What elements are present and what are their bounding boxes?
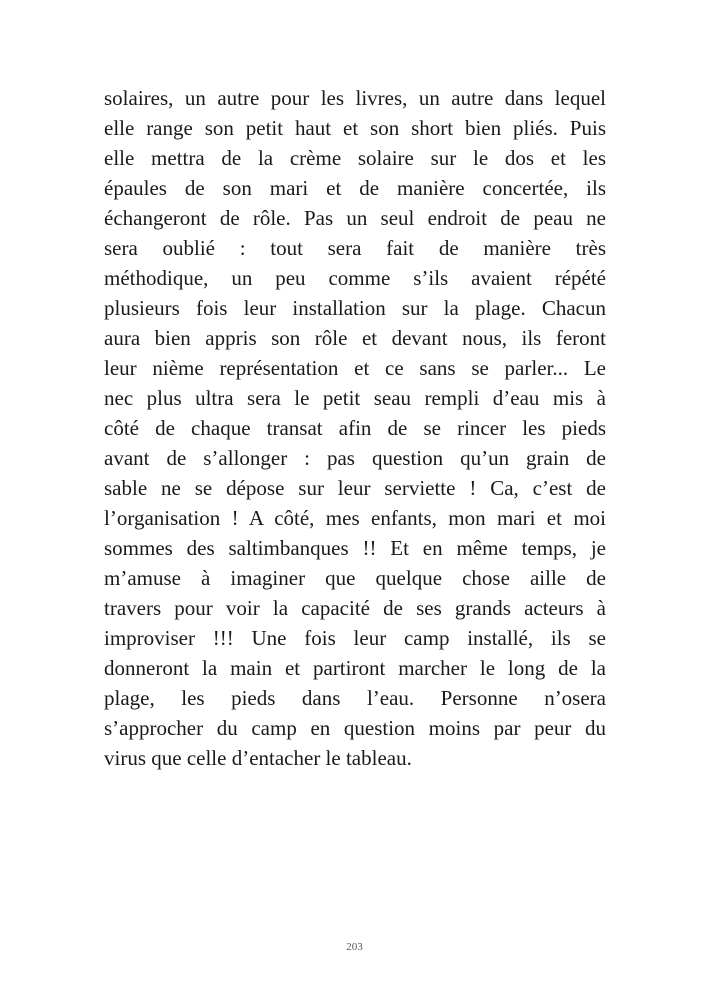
text-line: échangeront de rôle. Pas un seul endroit de peau ne <box>104 206 606 230</box>
page-number: 203 <box>346 941 363 953</box>
text-line: leur nième représentation et ce sans se parler... Le <box>104 356 606 380</box>
text-line: l’organisation ! A côté, mes enfants, mon mari et moi <box>104 506 606 530</box>
text-line: épaules de son mari et de manière concertée, ils <box>104 176 606 200</box>
text-line: sable ne se dépose sur leur serviette ! Ca, c’est de <box>104 476 606 500</box>
text-line: improviser !!! Une fois leur camp installé, ils se <box>104 626 606 650</box>
text-line: solaires, un autre pour les livres, un autre dans lequel <box>104 86 606 110</box>
text-line: avant de s’allonger : pas question qu’un grain de <box>104 446 606 470</box>
text-line: méthodique, un peu comme s’ils avaient répété <box>104 266 606 290</box>
text-line-last: virus que celle d’entacher le tableau. <box>104 746 412 770</box>
text-line: sommes des saltimbanques !! Et en même temps, je <box>104 536 606 560</box>
text-line: elle mettra de la crème solaire sur le dos et les <box>104 146 606 170</box>
text-line: elle range son petit haut et son short bien pliés. Puis <box>104 116 606 140</box>
text-line: aura bien appris son rôle et devant nous, ils feront <box>104 326 606 350</box>
text-line: nec plus ultra sera le petit seau rempli d’eau mis à <box>104 386 606 410</box>
body-text <box>104 83 606 773</box>
text-line: travers pour voir la capacité de ses grands acteurs à <box>104 596 606 620</box>
text-line: côté de chaque transat afin de se rincer les pieds <box>104 416 606 440</box>
text-line: plage, les pieds dans l’eau. Personne n’osera <box>104 686 606 710</box>
text-line: m’amuse à imaginer que quelque chose aille de <box>104 566 606 590</box>
text-line: sera oublié : tout sera fait de manière très <box>104 236 606 260</box>
text-line: s’approcher du camp en question moins par peur du <box>104 716 606 740</box>
text-line: plusieurs fois leur installation sur la plage. Chacun <box>104 296 606 320</box>
text-line: donneront la main et partiront marcher le long de la <box>104 656 606 680</box>
